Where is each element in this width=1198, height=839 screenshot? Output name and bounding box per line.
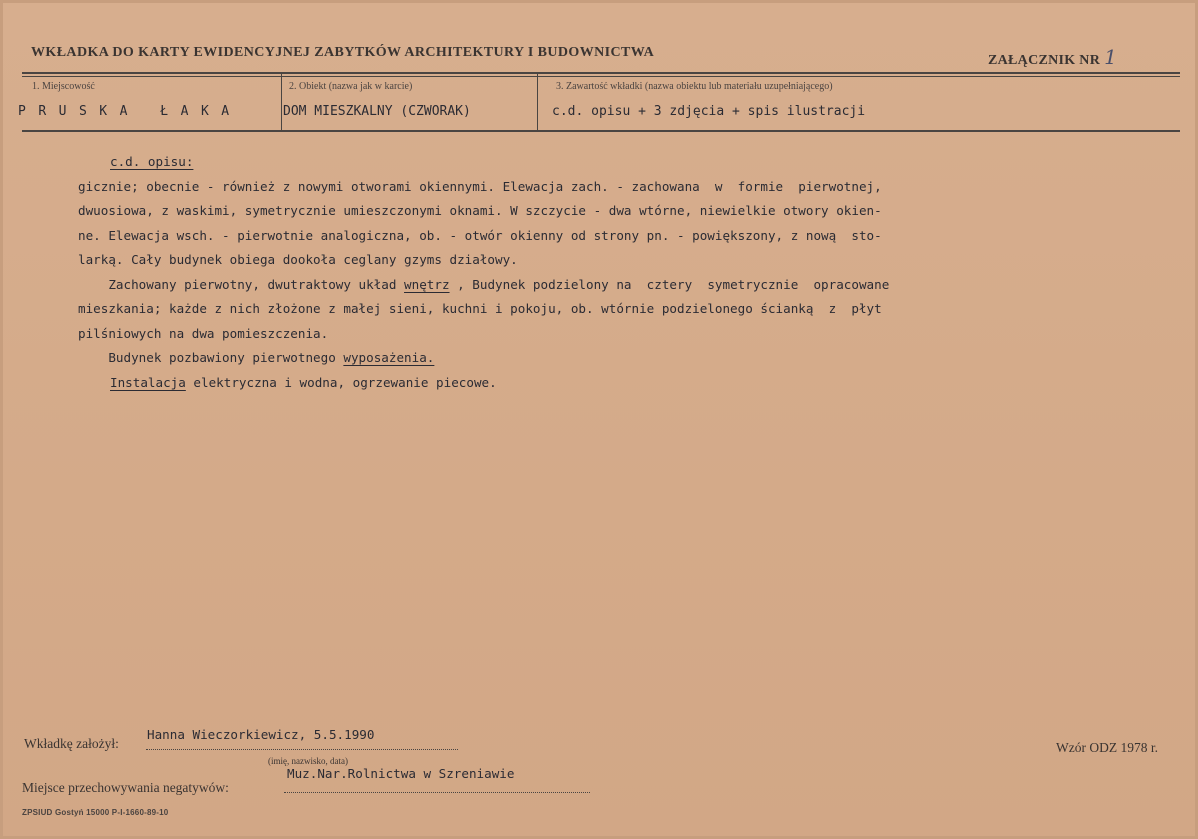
- content-label: 3. Zawartość wkładki (nazwa obiektu lub materiału uzupełniającego): [556, 81, 833, 92]
- description-paragraph-equipment: [78, 346, 1158, 371]
- annex-label: [988, 45, 1117, 69]
- founder-hint: (imię, nazwisko, data): [268, 756, 348, 766]
- header-rule-bottom: [22, 130, 1180, 132]
- interior-keyword: wnętrz: [404, 276, 450, 292]
- description-paragraph-interior: [78, 273, 1158, 298]
- description-line: ne. Elewacja wsch. - pierwotnie analogiczna, ob. - otwór okienny od strony pn. - powiększony, z nową sto-: [78, 227, 882, 243]
- header-rule-top-thin: [22, 76, 1180, 77]
- description-heading: c.d. opisu:: [110, 154, 194, 169]
- founder-dotline: [146, 749, 458, 750]
- annex-number: 1: [1104, 45, 1118, 69]
- content-value: c.d. opisu + 3 zdjęcia + spis ilustracji: [552, 104, 866, 119]
- interior-text-before: Zachowany pierwotny, dwutraktowy układ: [78, 276, 405, 292]
- locality-label: 1. Miejscowość: [32, 81, 95, 92]
- annex-label-text: ZAŁĄCZNIK NR: [988, 53, 1101, 68]
- equipment-text-before: Budynek pozbawiony pierwotnego: [78, 350, 344, 365]
- founder-label: Wkładkę założył:: [24, 736, 119, 751]
- installation-keyword: Instalacja: [110, 374, 186, 390]
- form-model: Wzór ODZ 1978 r.: [1056, 740, 1158, 755]
- description-paragraph-installation: [78, 371, 1158, 396]
- storage-value: Muz.Nar.Rolnictwa w Szreniawie: [287, 766, 515, 781]
- storage-dotline: [284, 792, 590, 793]
- card-title: WKŁADKA DO KARTY EWIDENCYJNEJ ZABYTKÓW ARCHITEKTURY I BUDOWNICTWA: [31, 45, 655, 60]
- object-label: 2. Obiekt (nazwa jak w karcie): [289, 81, 413, 92]
- equipment-keyword: wyposażenia.: [343, 350, 435, 365]
- locality-value: PRUSKA ŁAKA: [18, 104, 242, 119]
- description-line: pilśniowych na dwa pomieszczenia.: [78, 325, 329, 341]
- founder-value: Hanna Wieczorkiewicz, 5.5.1990: [147, 727, 375, 742]
- installation-text: elektryczna i wodna, ogrzewanie piecowe.: [185, 374, 497, 390]
- interior-text-after: , Budynek podzielony na cztery symetrycznie opracowane: [449, 276, 890, 292]
- description-heading-line: [78, 150, 1158, 175]
- description-line: mieszkania; każde z nich złożone z małej sieni, kuchni i pokoju, ob. wtórnie podzielonego ścianką z płyt: [78, 301, 882, 316]
- object-value: DOM MIESZKALNY (CZWORAK): [283, 104, 471, 119]
- field-divider-1: [281, 74, 282, 130]
- description-line: gicznie; obecnie - również z nowymi otworami okiennymi. Elewacja zach. - zachowana w formie pierwotnej,: [78, 178, 882, 194]
- storage-label: Miejsce przechowywania negatywów:: [22, 780, 229, 795]
- field-divider-2: [537, 74, 538, 130]
- header-rule-top: [22, 72, 1180, 74]
- description-text: [78, 150, 1158, 395]
- description-line: larką. Cały budynek obiega dookoła ceglany gzyms działowy.: [78, 252, 518, 267]
- print-info: ZPSIUD Gostyń 15000 P-I-1660-89-10: [22, 808, 169, 817]
- description-line: dwuosiowa, z waskimi, symetrycznie umieszczonymi oknami. W szczycie - dwa wtórne, niewielkie otwory okien-: [78, 203, 882, 218]
